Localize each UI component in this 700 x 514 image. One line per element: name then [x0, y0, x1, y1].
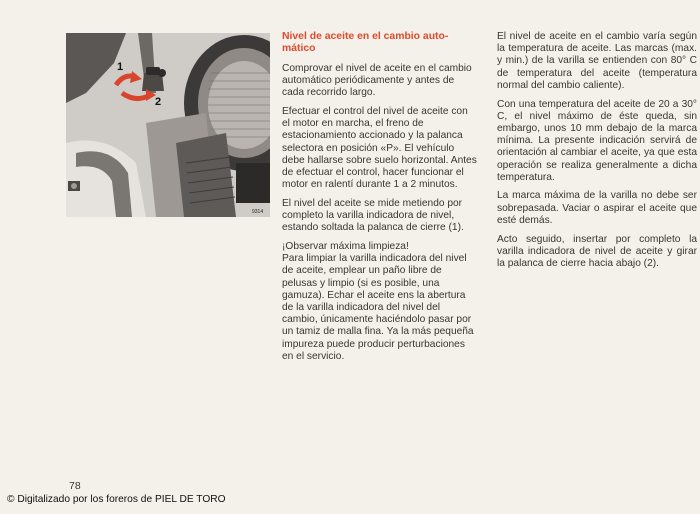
paragraph: La marca máxima de la varilla no debe ser sobrepasada. Vaciar o aspirar el aceite que esté demás. — [497, 190, 697, 226]
paragraph: El nivel del aceite se mide metiendo por completo la varilla indicadora de nivel, estando soltada la palanca de cierre (1). — [282, 197, 464, 234]
paragraph: Con una temperatura del aceite de 20 a 30° C, el nivel máximo de éste queda, sin embargo, unos 10 mm debajo de la marca mínima. La presente indicación servirá de orientación al cambiar el aceite, ya que esta operación se realiza generalmente a dicha temperatura. — [497, 98, 697, 183]
scan-credit: © Digitalizado por los foreros de PIEL DE TORO — [7, 494, 226, 505]
text-column-left — [282, 31, 477, 369]
heading-text: Nivel de aceite en el cambio auto- mático — [282, 31, 449, 55]
paragraph: El nivel de aceite en el cambio varía según la temperatura de aceite. Las marcas (max. y min.) de la varilla se entienden con 80° C de temperatura del aceite (temperatura normal del cambio caliente). — [497, 31, 697, 91]
figure-code: 9314 — [252, 209, 264, 215]
page-number: 78 — [69, 480, 81, 492]
paragraph: Comprovar el nivel de aceite en el cambio automático periódicamente y antes de cada recorrido largo. — [282, 62, 472, 99]
paragraph: Acto seguido, insertar por completo la varilla indicadora de nivel de aceite y girar la palanca de cierre hacia abajo (2). — [497, 233, 697, 269]
callout-1: 1 — [117, 61, 124, 73]
paragraph: Efectuar el control del nivel de aceite con el motor en marcha, el freno de estacionamiento accionado y la palanca selectora en posición «P». El vehículo debe hallarse sobre suelo horizontal. Antes de efectuar el control, hacer funcionar el motor en ralentí durante 1 a 2 minutos. — [282, 105, 477, 191]
section-heading — [282, 31, 477, 56]
engine-bay-illustration — [66, 33, 270, 217]
callout-2: 2 — [155, 96, 162, 108]
text-column-right — [497, 31, 697, 277]
engine-bay-drawing — [66, 33, 270, 217]
paragraph: ¡Observar máxima limpieza! Para limpiar la varilla indicadora del nivel de aceite, emplear un paño libre de pelusas y limpio (si es posible, una gamuza). Echar el aceite ens la abertura de la varilla indicadora del nivel del cambio, únicamente haciéndolo pasar por un tamiz de malla fina. Ya la más pequeña impureza puede producir perturbaciones en el servicio. — [282, 240, 474, 362]
